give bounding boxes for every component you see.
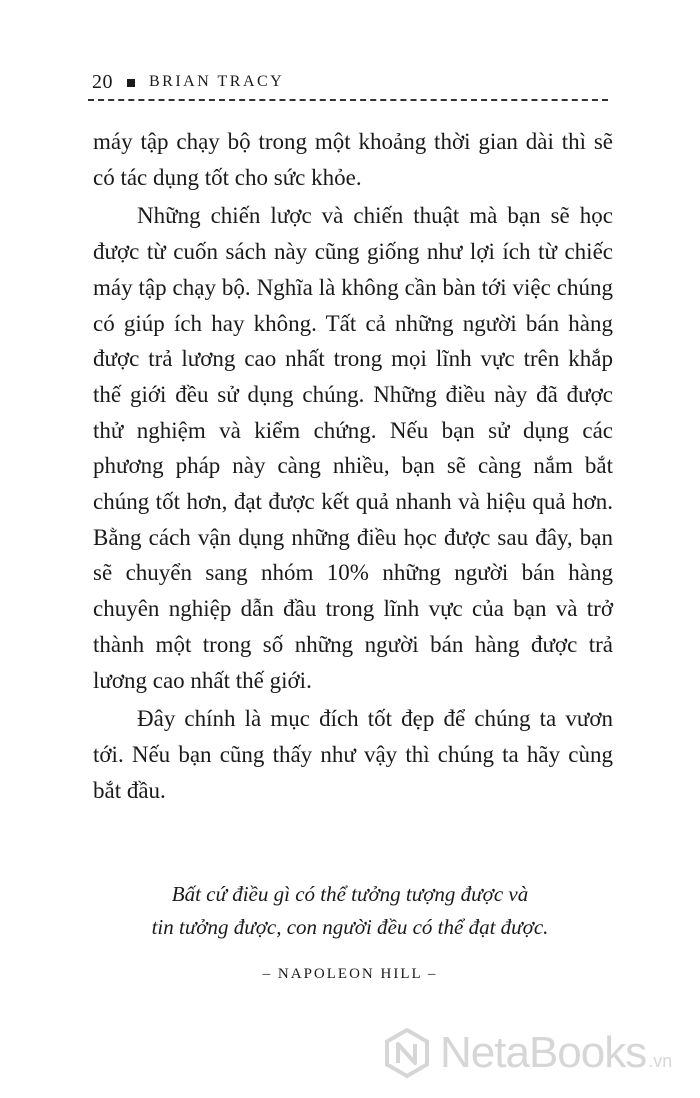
watermark-tld: .vn <box>648 1051 673 1071</box>
header-dashed-rule <box>88 99 608 101</box>
body-text <box>93 124 613 811</box>
watermark <box>382 1024 672 1082</box>
running-header <box>92 70 612 94</box>
quote-line-2: tin tưởng được, con người đều có thể đạt được. <box>151 915 549 939</box>
paragraph-2: Những chiến lược và chiến thuật mà bạn sẽ học được từ cuốn sách này cũng giống như lợi ích từ chiếc máy tập chạy bộ. Nghĩa là không cần bàn tới việc chúng có giúp ích hay không. Tất cả những người bán hàng được trả lương cao nhất trong mọi lĩnh vực trên khắp thế giới đều sử dụng chúng. Những điều này đã được thử nghiệm và kiểm chứng. Nếu bạn sử dụng các phương pháp này càng nhiều, bạn sẽ càng nắm bắt chúng tốt hơn, đạt được kết quả nhanh và hiệu quả hơn. Bằng cách vận dụng những điều học được sau đây, bạn sẽ chuyển sang nhóm 10% những người bán hàng chuyên nghiệp dẫn đầu trong lĩnh vực của bạn và trở thành một trong số những người bán hàng được trả lương cao nhất thế giới. <box>93 203 613 693</box>
page-number: 20 <box>92 70 113 93</box>
paragraph-1: máy tập chạy bộ trong một khoảng thời gian dài thì sẽ có tác dụng tốt cho sức khỏe. <box>93 129 613 190</box>
header-author: BRIAN TRACY <box>149 73 285 90</box>
paragraph-3: Đây chính là mục đích tốt đẹp để chúng ta vươn tới. Nếu bạn cũng thấy như vậy thì chúng ta hãy cùng bắt đầu. <box>93 706 613 803</box>
header-separator-square <box>127 79 135 87</box>
watermark-text: NetaBooks <box>440 1028 647 1077</box>
epigraph-quote <box>150 878 550 944</box>
quote-line-1: Bất cứ điều gì có thể tưởng tượng được và <box>171 882 529 906</box>
quote-author: – NAPOLEON HILL – <box>262 966 438 982</box>
netabooks-logo-icon <box>382 1028 432 1078</box>
